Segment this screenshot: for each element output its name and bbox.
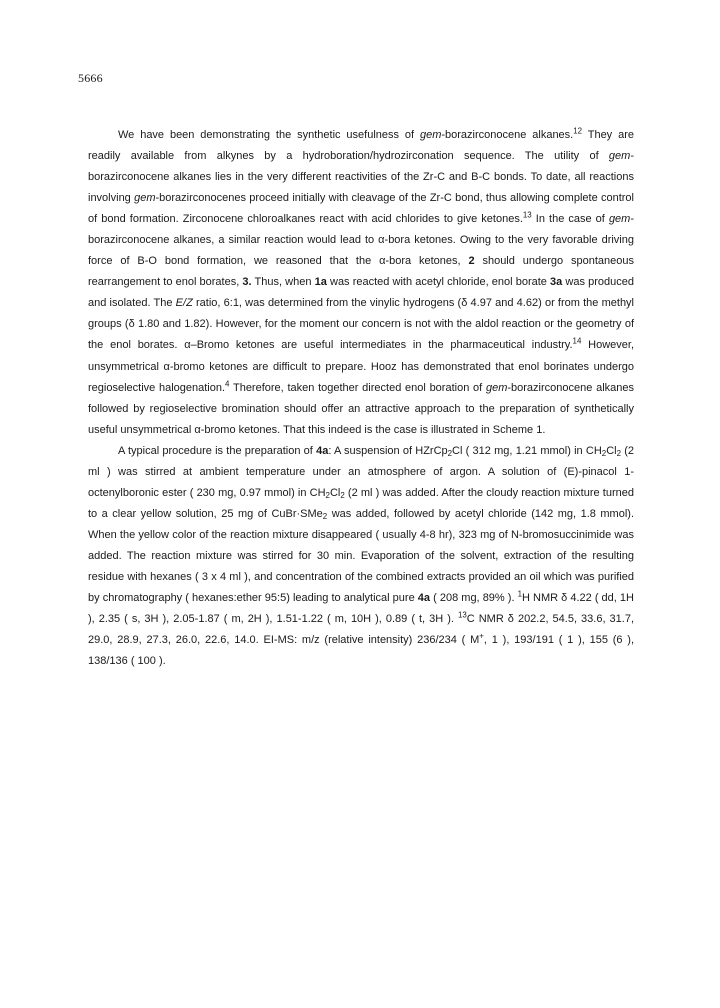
subscript-run: 2 <box>322 511 328 521</box>
italic-run: gem <box>608 150 631 163</box>
superscript-run: + <box>479 631 484 641</box>
italic-run: gem <box>608 213 631 226</box>
italic-run: E/Z <box>175 297 193 310</box>
bold-run: 3a <box>550 276 563 289</box>
subscript-run: 2 <box>325 490 330 500</box>
subscript-run: 2 <box>447 448 453 458</box>
subscript-run: 2 <box>616 448 621 458</box>
italic-run: gem <box>134 192 156 205</box>
superscript-run: 4 <box>225 379 230 389</box>
bold-run: 2 <box>468 255 475 268</box>
superscript-run: 1 <box>517 589 522 599</box>
superscript-run: 12 <box>573 126 583 136</box>
bold-run: 3. <box>242 276 252 289</box>
paragraph-procedure: A typical procedure is the preparation of 4a: A suspension of HZrCp$_2$Cl ( 312 mg, 1.21 mmol) in $CH_2Cl_2$ (2 ml ) was stirred at ambient temperature under an atmosphere of argon. A solution of (E)-pinacol 1-octenylboronic ester ( 230 mg, 0.97 mmol) in $CH_2Cl_2$ (2 ml ) was added. After the cloudy reaction mixture turned to a clear yellow solution, 25 mg of CuBr·SMe$_2$ was added, followed by acetyl chloride (142 mg, 1.8 mmol). When the yellow color of the reaction mixture disappeared ( usually 4-8 hr), 323 mg of N-bromosuccinimide was added. The reaction mixture was stirred for 30 min. Evaporation of the solvent, extraction of the resulting residue with hexanes ( 3 x 4 ml ), and concentration of the combined extracts provided an oil which was purified by chromatography ( hexanes:ether 95:5) leading to analytical pure 4a ( 208 mg, 89% ). $^1$H NMR δ 4.22 ( dd, 1H ), 2.35 ( s, 3H ), 2.05-1.87 ( m, 2H ), 1.51-1.22 ( m, 10H ), 0.89 ( t, 3H ). $^{13}$C NMR δ 202.2, 54.5, 33.6, 31.7, 29.0, 28.9, 27.3, 26.0, 22.6, 14.0. EI-MS: m/z (relative intensity) 236/234 ( M+, 1 ), 193/191 ( 1 ), 155 (6 ), 138/136 ( 100 ). <box>88 444 635 668</box>
bold-run: 4a <box>316 444 329 457</box>
paragraph-intro: We have been demonstrating the synthetic usefulness of gem-borazirconocene alkanes.$^{12}$ They are readily available from alkynes by a hydroboration/hydrozirconation sequence. The utility of gem-borazirconocene alkanes lies in the very different reactivities of the Zr-C and B-C bonds. To date, all reactions involving gem-borazirconocenes proceed initially with cleavage of the Zr-C bond, thus allowing complete control of bond formation. Zirconocene chloroalkanes react with acid chlorides to give ketones.$^{13}$ In the case of gem-borazirconocene alkanes, a similar reaction would lead to α-bora ketones. Owing to the very favorable driving force of B-O bond formation, we reasoned that the α-bora ketones, 2 should undergo spontaneous rearrangement to enol borates, 3. Thus, when 1a was reacted with acetyl chloride, enol borate 3a was produced and isolated. The E/Z ratio, 6:1, was determined from the vinylic hydrogens (δ 4.97 and 4.62) or from the methyl groups (δ 1.80 and 1.82). However, for the moment our concern is not with the aldol reaction or the geometry of the enol borates. α–Bromo ketones are useful intermediates in the pharmaceutical industry.$^{14}$ However, unsymmetrical α-bromo ketones are difficult to prepare. Hooz has demonstrated that enol borinates undergo regioselective halogenation.$^4$ Therefore, taken together directed enol boration of gem-borazirconocene alkanes followed by regioselective bromination should offer an attractive approach to the preparation of synthetically useful unsymmetrical α-bromo ketones. That this indeed is the case is illustrated in Scheme 1. <box>88 126 635 436</box>
bold-run: 4a <box>417 592 431 605</box>
italic-run: gem <box>419 129 442 141</box>
superscript-run: 13 <box>522 210 532 220</box>
body-text <box>88 125 634 672</box>
superscript-run: 14 <box>572 337 582 347</box>
bold-run: 1a <box>314 276 327 289</box>
superscript-run: 13 <box>457 610 467 620</box>
subscript-run: 2 <box>601 448 607 458</box>
italic-run: gem <box>485 381 508 394</box>
subscript-run: 2 <box>340 490 345 500</box>
page-number: 5666 <box>78 71 103 85</box>
